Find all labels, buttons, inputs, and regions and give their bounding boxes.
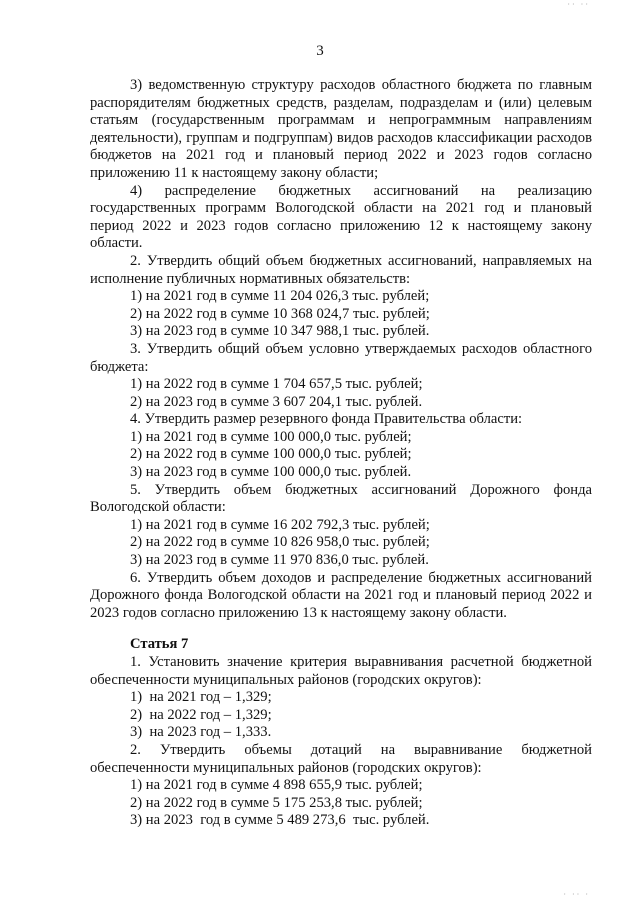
page-bottom-mark: · ·· · [563, 890, 590, 899]
list-item: 1) на 2021 год – 1,329; [130, 689, 272, 706]
paragraph: 4) распределение бюджетных ассигнований на реализацию государственных программ Вологодской области на 2021 год и плановый период 2022 и 2023 годов согласно приложению 12 к настоящему закону области. [90, 182, 592, 252]
list-item: 1) на 2022 год в сумме 1 704 657,5 тыс. рублей; [130, 376, 423, 393]
list-item: 1) на 2021 год в сумме 4 898 655,9 тыс. рублей; [130, 777, 423, 794]
list-item: 2) на 2022 год в сумме 10 368 024,7 тыс. рублей; [130, 305, 430, 322]
list-item: 3) на 2023 год – 1,333. [130, 724, 272, 741]
list-item: 2) на 2022 год в сумме 100 000,0 тыс. рублей; [130, 446, 412, 463]
paragraph: 6. Утвердить объем доходов и распределение бюджетных ассигнований Дорожного фонда Вологодской области на 2021 год и плановый период 2022 и 2023 годов согласно приложению 13 к настоящему закону области. [90, 569, 592, 621]
paragraph: 2. Утвердить объемы дотаций на выравнивание бюджетной обеспеченности муниципальных районов (городских округов): [90, 741, 592, 776]
list-item: 3) на 2023 год в сумме 11 970 836,0 тыс. рублей. [130, 552, 429, 569]
page-corner-mark: ·· ·· [567, 0, 590, 9]
list-item: 1) на 2021 год в сумме 11 204 026,3 тыс. рублей; [130, 288, 430, 305]
paragraph: 1. Установить значение критерия выравнивания расчетной бюджетной обеспеченности муниципальных районов (городских округов): [90, 654, 592, 688]
paragraph: 3) ведомственную структуру расходов областного бюджета по главным распорядителям бюджетных средств, разделам, подразделам и (или) целевым статьям (государственным программам и непрограммным направлениям деятельности), группам и подгруппам) видов расходов классификации расходов бюджетов на 2021 год и плановый период 2022 и 2023 годов согласно приложению 11 к настоящему закону области; [90, 77, 592, 181]
list-item: 3) на 2023 год в сумме 5 489 273,6 тыс. рублей. [130, 812, 430, 829]
list-item: 2) на 2022 год в сумме 10 826 958,0 тыс. рублей; [130, 534, 430, 551]
paragraph: 2. Утвердить общий объем бюджетных ассигнований, направляемых на исполнение публичных нормативных обязательств: [90, 252, 592, 287]
paragraph: 3. Утвердить общий объем условно утверждаемых расходов областного бюджета: [90, 340, 592, 375]
list-item: 3) на 2023 год в сумме 100 000,0 тыс. рублей. [130, 464, 412, 481]
document-body [90, 77, 592, 830]
page-number: 3 [316, 43, 324, 59]
paragraph: 5. Утвердить объем бюджетных ассигнований Дорожного фонда Вологодской области: [90, 481, 592, 516]
list-item: 1) на 2021 год в сумме 100 000,0 тыс. рублей; [130, 428, 412, 445]
list-item: 2) на 2022 год – 1,329; [130, 706, 272, 723]
paragraph: 4. Утвердить размер резервного фонда Правительства области: [130, 411, 523, 428]
list-item: 1) на 2021 год в сумме 16 202 792,3 тыс. рублей; [130, 516, 430, 533]
article-heading: Статья 7 [130, 636, 189, 653]
list-item: 2) на 2023 год в сумме 3 607 204,1 тыс. рублей. [130, 393, 423, 410]
list-item: 3) на 2023 год в сумме 10 347 988,1 тыс. рублей. [130, 323, 430, 340]
list-item: 2) на 2022 год в сумме 5 175 253,8 тыс. рублей; [130, 794, 423, 811]
